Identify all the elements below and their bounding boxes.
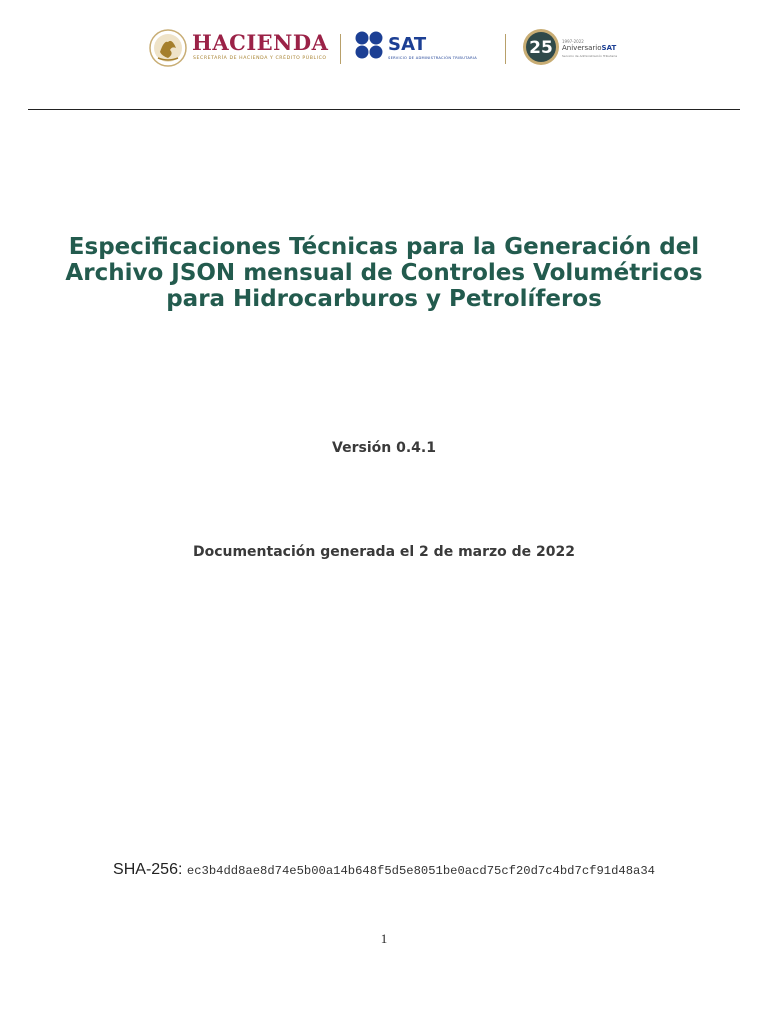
hacienda-logo: [148, 28, 328, 70]
document-title: Especificaciones Técnicas para la Generación del Archivo JSON mensual de Controles Volumétricos para Hidrocarburos y Petrolíferos: [65, 234, 703, 312]
anniversary-label: [562, 44, 616, 52]
page-number: 1: [380, 931, 388, 946]
sha-256-line: [0, 861, 768, 879]
anniversary-label-prefix: Aniversario: [562, 44, 602, 52]
logo-divider: [505, 34, 506, 64]
header-rule: [28, 109, 740, 110]
sat-logo: [354, 30, 494, 66]
sat-subtitle: SERVICIO DE ADMINISTRACIÓN TRIBUTARIA: [388, 56, 478, 60]
anniversary-logo: [522, 28, 632, 68]
svg-text:25: 25: [529, 38, 553, 58]
page-header: [0, 0, 768, 110]
document-version: Versión 0.4.1: [332, 440, 436, 456]
anniversary-label-brand: SAT: [601, 44, 617, 52]
anniversary-years: 1997-2022: [562, 39, 584, 44]
logo-divider: [340, 34, 341, 64]
anniversary-25-badge-icon: [522, 28, 560, 66]
generation-date: Documentación generada el 2 de marzo de 2022: [192, 544, 576, 560]
eagle-emblem-icon: [148, 28, 188, 68]
sha-256-value: ec3b4dd8ae8d74e5b00a14b648f5d5e8051be0acd75cf20d7c4bd7cf91d48a34: [186, 864, 655, 878]
sha-256-label: SHA-256:: [113, 861, 183, 878]
sat-name: SAT: [388, 34, 427, 55]
sat-circles-icon: [354, 30, 384, 60]
hacienda-subtitle: SECRETARÍA DE HACIENDA Y CRÉDITO PÚBLICO: [193, 56, 327, 61]
anniversary-subtitle: Servicio de Administración Tributaria: [562, 54, 618, 58]
hacienda-name: HACIENDA: [192, 30, 329, 55]
